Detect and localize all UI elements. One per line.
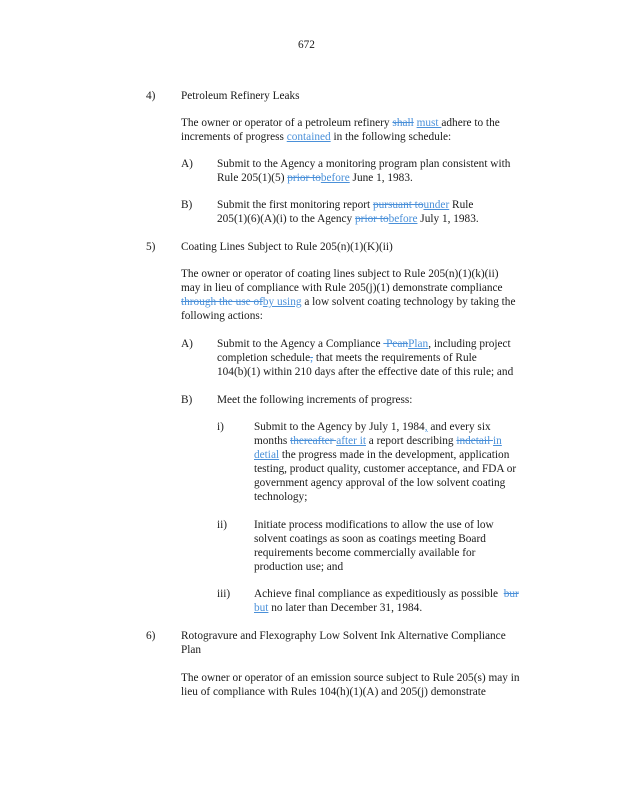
section-5-number: 5)	[146, 241, 156, 253]
text-line	[254, 420, 516, 434]
deleted-text: shall	[392, 117, 414, 129]
section-4-heading: Petroleum Refinery Leaks	[181, 90, 300, 102]
text-line	[217, 337, 513, 351]
text-run: no later than December 31, 1984.	[268, 602, 423, 614]
text-run: The owner or operator of an emission source subject to Rule 205(s) may in	[181, 672, 520, 684]
text-run: The owner or operator of a petroleum refinery	[181, 117, 393, 129]
text-run: a report describing	[365, 435, 457, 447]
text-line	[254, 532, 494, 546]
section-4-item-b-label: B)	[181, 199, 193, 211]
text-run: lieu of compliance with Rules 104(h)(1)(A) and 205(j) demonstrate	[181, 686, 486, 698]
section-4-item-a-text	[217, 157, 510, 185]
deleted-text: bur	[503, 588, 519, 600]
text-run: increments of progress	[181, 131, 287, 143]
deleted-text: indetail	[456, 435, 494, 447]
deleted-text: pursuant to	[372, 199, 424, 211]
text-line	[181, 295, 515, 309]
text-run: 205(1)(6)(A)(i) to the Agency	[217, 213, 356, 225]
section-5-item-b-label: B)	[181, 394, 193, 406]
text-run: June 1, 1983.	[349, 172, 413, 184]
subitem-i-label: i)	[217, 421, 224, 433]
section-5-item-b-text	[217, 393, 412, 407]
inserted-text: before	[320, 172, 350, 184]
text-run: Submit to the Agency a Compliance	[217, 338, 384, 350]
text-line	[254, 560, 494, 574]
page-number: 672	[298, 39, 315, 51]
inserted-text: detial	[254, 449, 280, 461]
subitem-iii-label: iii)	[217, 588, 231, 600]
text-run: Rotogravure and Flexography Low Solvent Ink Alternative Compliance	[181, 630, 506, 642]
section-4-item-b-text	[217, 198, 479, 226]
text-line	[181, 643, 506, 657]
deleted-text: ,	[310, 352, 313, 364]
text-line	[217, 171, 510, 185]
text-run: the progress made in the development, application	[279, 449, 510, 461]
section-5-heading: Coating Lines Subject to Rule 205(n)(1)(K)(ii)	[181, 241, 393, 253]
text-run: following actions:	[181, 310, 263, 322]
inserted-text: contained	[286, 131, 331, 143]
text-line	[217, 212, 479, 226]
text-run: that meets the requirements of Rule	[313, 352, 477, 364]
text-line	[254, 448, 516, 462]
text-run: production use; and	[254, 561, 344, 573]
text-line	[254, 518, 494, 532]
text-run: Rule	[449, 199, 474, 211]
text-line	[217, 351, 513, 365]
subitem-i-text	[254, 420, 516, 504]
text-run: technology;	[254, 491, 308, 503]
text-run: July 1, 1983.	[417, 213, 479, 225]
text-run: Achieve final compliance as expeditiously as possible	[254, 588, 504, 600]
section-4-number: 4)	[146, 90, 156, 102]
text-run: in the following schedule:	[330, 131, 452, 143]
text-line	[181, 281, 515, 295]
text-run: Plan	[181, 644, 202, 656]
text-line	[181, 629, 506, 643]
section-6-heading	[181, 629, 506, 657]
text-line	[254, 587, 519, 601]
text-run: Submit to the Agency a monitoring program plan consistent with	[217, 158, 511, 170]
deleted-text: Pean	[383, 338, 409, 350]
inserted-text: under	[423, 199, 450, 211]
text-run: Rule 205(1)(5)	[217, 172, 288, 184]
text-run: 104(b)(1) within 210 days after the effective date of this rule; and	[217, 366, 514, 378]
text-line	[181, 685, 520, 699]
deleted-text: thereafter	[290, 435, 337, 447]
section-6-number: 6)	[146, 630, 156, 642]
text-line	[254, 546, 494, 560]
subitem-ii-label: ii)	[217, 519, 228, 531]
text-run: solvent coatings as soon as coatings meeting Board	[254, 533, 486, 545]
text-run: government agency approval of the low solvent coating	[254, 477, 506, 489]
section-6-paragraph	[181, 671, 520, 699]
text-run: months	[254, 435, 291, 447]
text-run: requirements become commercially available for	[254, 547, 476, 559]
text-run: The owner or operator of coating lines subject to Rule 205(n)(1)(k)(ii)	[181, 268, 499, 280]
inserted-text: after it	[336, 435, 366, 447]
text-run: Submit to the Agency by July 1, 1984	[254, 421, 425, 433]
text-run: testing, product quality, customer acceptance, and FDA or	[254, 463, 517, 475]
text-line	[181, 309, 515, 323]
text-run: Meet the following increments of progress:	[217, 394, 413, 406]
text-line	[217, 393, 412, 407]
text-line	[217, 198, 479, 212]
inserted-text: Plan	[408, 338, 429, 350]
inserted-text: in	[493, 435, 502, 447]
inserted-text: but	[254, 602, 269, 614]
text-line	[254, 601, 519, 615]
text-line	[181, 267, 515, 281]
text-run: , including project	[428, 338, 511, 350]
section-5-paragraph	[181, 267, 515, 323]
inserted-text: must	[416, 117, 442, 129]
text-run: Submit the first monitoring report	[217, 199, 373, 211]
section-5-item-a-label: A)	[181, 338, 193, 350]
text-run: may in lieu of compliance with Rule 205(j)(1) demonstrate compliance	[181, 282, 503, 294]
text-line	[254, 476, 516, 490]
inserted-text: ,	[424, 421, 428, 433]
deleted-text: through the use of	[181, 296, 263, 308]
text-run: completion schedule	[217, 352, 311, 364]
text-line	[217, 365, 513, 379]
section-5-item-a-text	[217, 337, 513, 379]
text-line	[181, 130, 500, 144]
inserted-text: by using	[262, 296, 302, 308]
text-line	[181, 116, 500, 130]
section-4-item-a-label: A)	[181, 158, 193, 170]
deleted-text: prior to	[287, 172, 321, 184]
inserted-text: before	[388, 213, 418, 225]
text-line	[254, 462, 516, 476]
text-line	[254, 490, 516, 504]
deleted-text: prior to	[355, 213, 389, 225]
text-run: adhere to the	[441, 117, 500, 129]
text-run: and every six	[427, 421, 491, 433]
text-line	[181, 671, 520, 685]
subitem-ii-text	[254, 518, 494, 574]
section-4-paragraph	[181, 116, 500, 144]
text-line	[217, 157, 510, 171]
text-run: a low solvent coating technology by taking the	[301, 296, 516, 308]
text-run: Initiate process modifications to allow the use of low	[254, 519, 494, 531]
text-line	[254, 434, 516, 448]
subitem-iii-text	[254, 587, 519, 615]
